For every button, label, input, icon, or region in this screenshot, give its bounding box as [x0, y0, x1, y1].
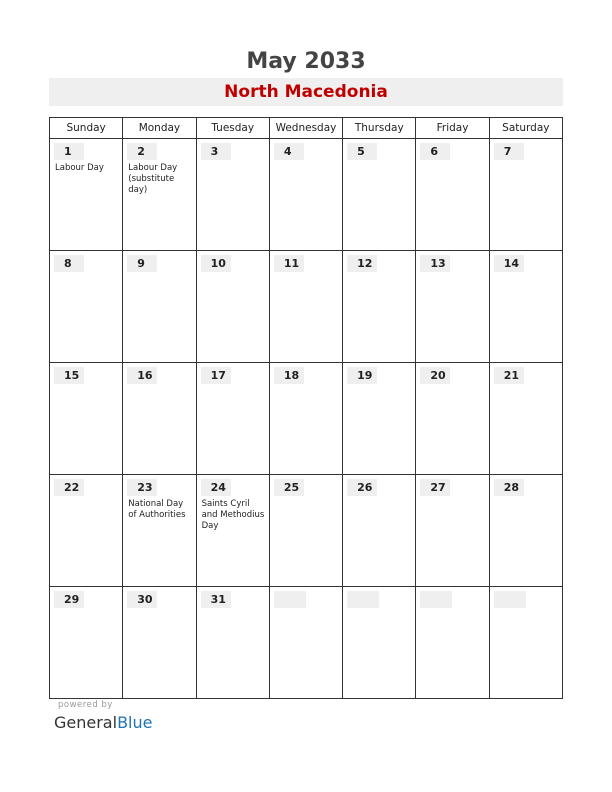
day-cell [196, 475, 269, 587]
week-row [50, 587, 563, 699]
day-cell [416, 587, 489, 699]
weekday-header: Wednesday [269, 118, 342, 139]
day-number: 12 [347, 255, 377, 272]
weekday-header: Saturday [489, 118, 562, 139]
day-number: 30 [127, 591, 157, 608]
day-number: 31 [201, 591, 231, 608]
weekday-header: Monday [123, 118, 196, 139]
calendar-grid [49, 117, 563, 699]
day-number: 29 [54, 591, 84, 608]
powered-by-label: powered by [58, 700, 113, 710]
page-title: May 2033 [246, 49, 366, 74]
day-cell [50, 475, 123, 587]
day-number: 7 [494, 143, 524, 160]
day-number: 15 [54, 367, 84, 384]
day-cell [489, 587, 562, 699]
day-cell [196, 587, 269, 699]
day-cell [489, 251, 562, 363]
day-number: 2 [127, 143, 157, 160]
day-cell [489, 363, 562, 475]
week-row [50, 251, 563, 363]
day-cell [50, 251, 123, 363]
day-number: 13 [420, 255, 450, 272]
weekday-header: Friday [416, 118, 489, 139]
day-cell [269, 139, 342, 251]
day-number: 10 [201, 255, 231, 272]
day-cell [50, 587, 123, 699]
day-cell [196, 363, 269, 475]
day-number [494, 591, 526, 608]
day-number: 3 [201, 143, 231, 160]
week-row [50, 363, 563, 475]
brand-blue-text: Blue [117, 713, 153, 732]
day-number: 1 [54, 143, 84, 160]
day-number: 5 [347, 143, 377, 160]
day-cell [489, 139, 562, 251]
weekday-header: Tuesday [196, 118, 269, 139]
day-number: 23 [127, 479, 157, 496]
day-number [347, 591, 379, 608]
country-banner: North Macedonia [49, 78, 563, 106]
day-cell [343, 139, 416, 251]
day-number [274, 591, 306, 608]
week-row [50, 475, 563, 587]
day-cell [123, 251, 196, 363]
day-number: 14 [494, 255, 524, 272]
day-cell [343, 475, 416, 587]
day-cell [343, 251, 416, 363]
day-cell [123, 363, 196, 475]
day-cell [343, 587, 416, 699]
day-number: 17 [201, 367, 231, 384]
day-cell [416, 251, 489, 363]
day-number: 19 [347, 367, 377, 384]
day-cell [123, 475, 196, 587]
day-cell [416, 139, 489, 251]
day-cell [416, 363, 489, 475]
day-number: 20 [420, 367, 450, 384]
day-cell [416, 475, 489, 587]
day-number: 16 [127, 367, 157, 384]
day-number: 28 [494, 479, 524, 496]
day-number: 27 [420, 479, 450, 496]
day-number: 18 [274, 367, 304, 384]
day-cell [50, 363, 123, 475]
week-row [50, 139, 563, 251]
day-cell [50, 139, 123, 251]
day-cell [269, 475, 342, 587]
day-cell [123, 587, 196, 699]
holiday-event: National Day of Authorities [128, 499, 186, 520]
day-cell [269, 363, 342, 475]
day-number: 4 [274, 143, 304, 160]
holiday-event: Saints Cyril and Methodius Day [201, 499, 265, 531]
weekday-header: Sunday [50, 118, 123, 139]
day-number: 25 [274, 479, 304, 496]
day-number: 22 [54, 479, 84, 496]
day-cell [269, 587, 342, 699]
holiday-event: Labour Day [55, 163, 104, 173]
brand-general-text: General [54, 713, 118, 732]
holiday-event: Labour Day (substitute day) [128, 163, 178, 195]
day-cell [196, 139, 269, 251]
day-number: 11 [274, 255, 304, 272]
day-number [420, 591, 452, 608]
day-number: 9 [127, 255, 157, 272]
day-number: 26 [347, 479, 377, 496]
weekday-header: Thursday [343, 118, 416, 139]
day-cell [343, 363, 416, 475]
brand-logo[interactable] [54, 713, 152, 732]
day-cell [123, 139, 196, 251]
day-cell [269, 251, 342, 363]
day-number: 21 [494, 367, 524, 384]
day-cell [489, 475, 562, 587]
day-number: 6 [420, 143, 450, 160]
day-number: 24 [201, 479, 231, 496]
day-number: 8 [54, 255, 84, 272]
weekday-header-row [50, 118, 563, 139]
day-cell [196, 251, 269, 363]
